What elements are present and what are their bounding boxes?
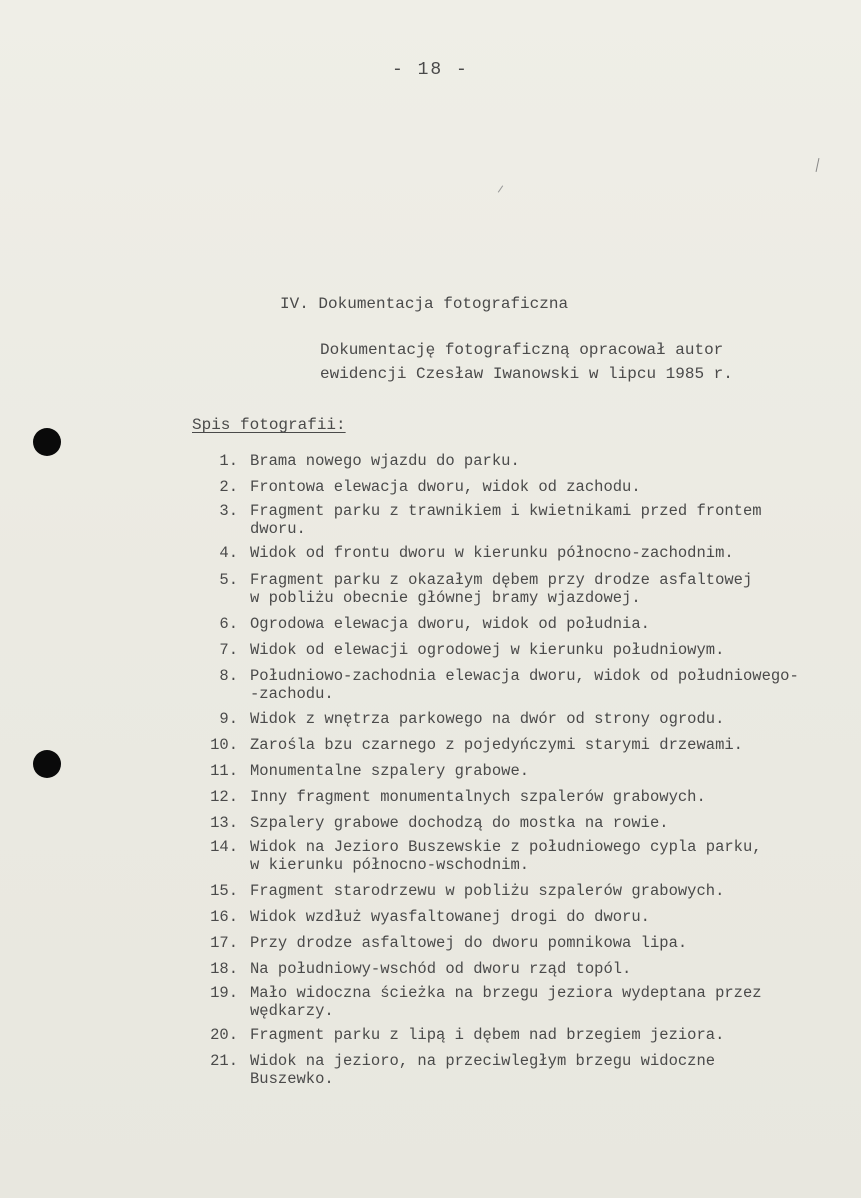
list-item [192,452,852,470]
list-item-text: Widok na jezioro, na przeciwległym brzegu widoczne Buszewko. [250,1052,716,1088]
list-item-text: Frontowa elewacja dworu, widok od zachodu. [250,478,641,496]
section-heading: IV. Dokumentacja fotograficzna [280,295,569,313]
list-item-text: Ogrodowa elewacja dworu, widok od południa. [250,615,650,633]
list-item-number: 5. [219,571,238,589]
list-item [192,960,852,978]
list-item [192,882,852,900]
list-item-text: Fragment parku z okazałym dębem przy drodze asfaltowej w pobliżu obecnie głównej bramy wjazdowej. [250,571,753,607]
list-item-text: Widok od frontu dworu w kierunku północno-zachodnim. [250,544,734,562]
list-item-number: 2. [219,478,238,496]
list-item [192,615,852,633]
list-item [192,762,852,780]
list-item-number: 13. [210,814,238,832]
list-item-number: 18. [210,960,238,978]
list-title: Spis fotografii: [192,416,346,434]
page-number: - 18 - [392,60,469,80]
list-item-number: 8. [219,667,238,685]
list-item-text: Południowo-zachodnia elewacja dworu, widok od południowego- -zachodu. [250,667,799,703]
list-item [192,478,852,496]
list-item-number: 12. [210,788,238,806]
intro-paragraph [320,338,800,386]
list-item-number: 1. [219,452,238,470]
list-item-number: 20. [210,1026,238,1044]
list-item-text: Fragment parku z trawnikiem i kwietnikami przed frontem dworu. [250,502,762,538]
list-item-text: Widok od elewacji ogrodowej w kierunku południowym. [250,641,725,659]
list-item-text: Monumentalne szpalery grabowe. [250,762,530,780]
list-item-text: Widok z wnętrza parkowego na dwór od strony ogrodu. [250,710,725,728]
list-item [192,934,852,952]
list-item-number: 19. [210,984,238,1002]
list-item-text: Zarośla bzu czarnego z pojedyńczymi starymi drzewami. [250,736,743,754]
list-item-text: Szpalery grabowe dochodzą do mostka na rowie. [250,814,669,832]
list-item-text: Fragment starodrzewu w pobliżu szpalerów grabowych. [250,882,725,900]
list-item-text: Na południowy-wschód od dworu rząd topól. [250,960,632,978]
list-item-number: 14. [210,838,238,856]
list-item [192,838,852,874]
list-item [192,736,852,754]
intro-line: ewidencji Czesław Iwanowski w lipcu 1985 r. [320,365,733,383]
list-item-number: 4. [219,544,238,562]
list-item-text: Fragment parku z lipą i dębem nad brzegiem jeziora. [250,1026,725,1044]
list-item-number: 10. [210,736,238,754]
list-item-text: Inny fragment monumentalnych szpalerów grabowych. [250,788,706,806]
list-item [192,788,852,806]
list-item-number: 16. [210,908,238,926]
punch-hole-bottom [33,750,61,778]
punch-hole-top [33,428,61,456]
list-item [192,641,852,659]
list-item-number: 11. [210,762,238,780]
list-item-number: 21. [210,1052,238,1070]
list-item-text: Brama nowego wjazdu do parku. [250,452,520,470]
list-item-number: 9. [219,710,238,728]
list-item [192,502,852,538]
list-item-text: Widok na Jezioro Buszewskie z południowego cypla parku, w kierunku północno-wschodnim. [250,838,762,874]
list-item [192,1052,852,1088]
list-item-number: 15. [210,882,238,900]
intro-line: Dokumentację fotograficzną opracował autor [320,341,724,359]
list-item-text: Przy drodze asfaltowej do dworu pomnikowa lipa. [250,934,688,952]
list-item-text: Mało widoczna ścieżka na brzegu jeziora wydeptana przez wędkarzy. [250,984,762,1020]
list-item-number: 3. [219,502,238,520]
list-item [192,571,852,607]
list-item [192,1026,852,1044]
list-item [192,814,852,832]
list-item [192,544,852,562]
list-item-number: 17. [210,934,238,952]
list-item [192,984,852,1020]
paper-mark [816,158,820,172]
paper-mark [498,185,503,192]
list-item [192,908,852,926]
list-item-number: 7. [219,641,238,659]
list-item [192,710,852,728]
list-item-text: Widok wzdłuż wyasfaltowanej drogi do dworu. [250,908,650,926]
list-item-number: 6. [219,615,238,633]
list-item [192,667,852,703]
